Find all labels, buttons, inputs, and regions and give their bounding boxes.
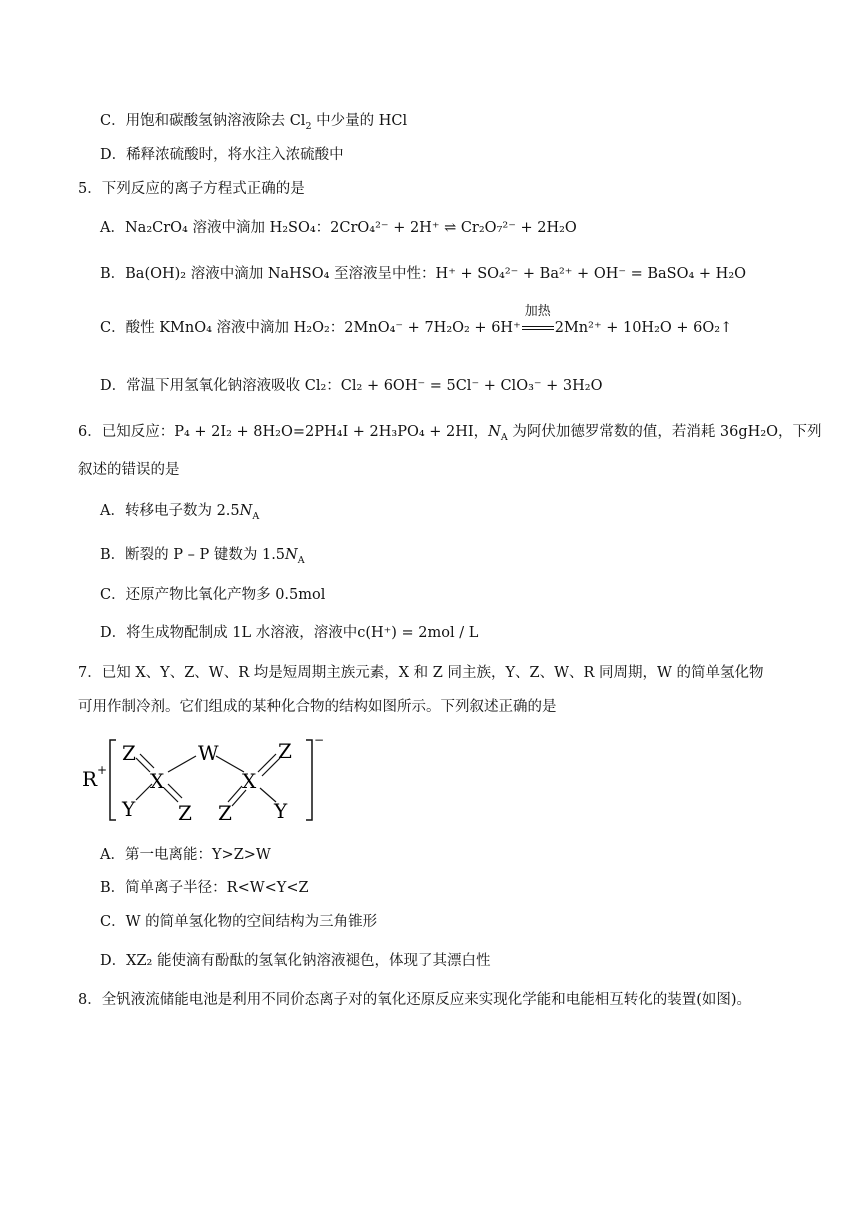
q6-stem-line2: 叙述的错误的是 — [78, 462, 180, 478]
anion-charge: − — [314, 733, 325, 747]
atom-x2: X — [242, 769, 257, 793]
atom-y2: Y — [274, 799, 288, 823]
atom-z4: Z — [218, 801, 232, 825]
atom-z2: Z — [178, 801, 192, 825]
q7-option-a: A．第一电离能：Y>Z>W — [100, 847, 271, 863]
q8-stem: 8．全钒液流储能电池是利用不同价态离子对的氧化还原反应来实现化学能和电能相互转化的装置(如图)。 — [78, 992, 752, 1008]
q7-option-c: C．W 的简单氢化物的空间结构为三角锥形 — [100, 914, 378, 930]
q4-option-d: D．稀释浓硫酸时，将水注入浓硫酸中 — [100, 147, 344, 163]
cation-charge: + — [97, 763, 108, 777]
atom-y1: Y — [122, 797, 136, 821]
q6-option-c: C．还原产物比氧化产物多 0.5mol — [100, 587, 326, 603]
atom-w: W — [198, 741, 219, 765]
q7-option-d: D．XZ₂ 能使滴有酚酞的氢氧化钠溶液褪色，体现了其漂白性 — [100, 953, 491, 969]
q7-stem-line1: 7．已知 X、Y、Z、W、R 均是短周期主族元素，X 和 Z 同主族，Y、Z、W、R 同周期，W 的简单氢化物 — [78, 665, 764, 681]
q5-stem: 5．下列反应的离子方程式正确的是 — [78, 181, 305, 197]
heating-condition: 加热 — [521, 318, 555, 338]
atom-z1: Z — [122, 741, 136, 765]
q6-option-b: B．断裂的 P – P 键数为 $1.5N_A$ — [100, 547, 305, 566]
q5-option-b: B．Ba(OH)₂ 溶液中滴加 NaHSO₄ 至溶液呈中性：H⁺ + SO₄²⁻ + Ba²⁺ + OH⁻ = BaSO₄ + H₂O — [100, 266, 747, 282]
q6-stem: 6．已知反应：P₄ + 2I₂ + 8H₂O=2PH₄I + 2H₃PO₄ + 2HI，$N_A$ 为阿伏加德罗常数的值，若消耗 36gH₂O，下列 — [78, 424, 822, 443]
structure-diagram — [78, 730, 328, 830]
right-bracket — [306, 740, 312, 820]
q5-option-c: C．酸性 KMnO₄ 溶液中滴加 H₂O₂：2MnO₄⁻ + 7H₂O₂ + 6H⁺ 加热 2Mn²⁺ + 10H₂O + 6O₂↑ — [100, 304, 733, 336]
q6-option-a: A．转移电子数为 $2.5N_A$ — [100, 503, 260, 522]
q5-option-a: A．Na₂CrO₄ 溶液中滴加 H₂SO₄：2CrO₄²⁻ + 2H⁺ ⇌ Cr₂O₇²⁻ + 2H₂O — [100, 220, 577, 236]
q5-option-d: D．常温下用氢氧化钠溶液吸收 Cl₂：Cl₂ + 6OH⁻ = 5Cl⁻ + ClO₃⁻ + 3H₂O — [100, 378, 603, 394]
q7-stem-line2: 可用作制冷剂。它们组成的某种化合物的结构如图所示。下列叙述正确的是 — [78, 699, 557, 715]
atom-z3: Z — [278, 739, 292, 763]
cation-r: R — [82, 767, 98, 791]
q7-option-b: B．简单离子半径：R<W<Y<Z — [100, 880, 309, 896]
left-bracket — [110, 740, 116, 820]
q6-option-d: D．将生成物配制成 1L 水溶液，溶液中c(H⁺) = 2mol / L — [100, 625, 479, 641]
atom-x1: X — [150, 769, 165, 793]
q4-option-c: C．用饱和碳酸氢钠溶液除去 $Cl_2$ 中少量的 HCl — [100, 113, 408, 132]
